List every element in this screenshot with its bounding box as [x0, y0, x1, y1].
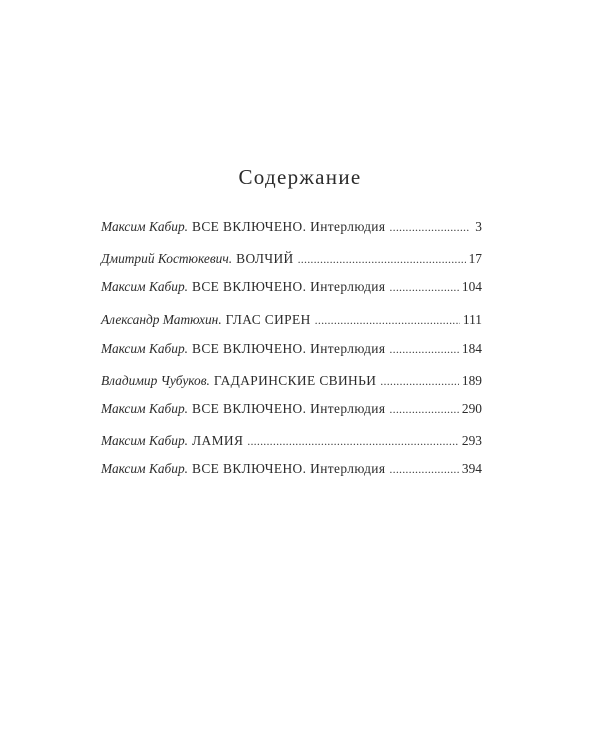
toc-author: Максим Кабир.	[101, 279, 189, 294]
toc-work-title: ВСЕ ВКЛЮЧЕНО. Интерлюдия	[192, 219, 386, 234]
toc-leader-dots	[315, 311, 460, 329]
toc-leader-dots	[298, 250, 466, 268]
toc-leader-dots	[389, 340, 458, 358]
toc-page-number: 189	[461, 373, 482, 388]
toc-page-number: 394	[461, 461, 482, 476]
toc-page-number: 184	[461, 341, 482, 356]
toc-page-number: 17	[468, 251, 482, 266]
toc-entry[interactable]	[101, 432, 482, 450]
toc-leader-dots	[389, 400, 458, 418]
toc-work-title: ГЛАС СИРЕН	[225, 312, 311, 327]
toc-entry[interactable]	[101, 340, 482, 358]
toc-work-title: ВСЕ ВКЛЮЧЕНО. Интерлюдия	[192, 401, 386, 416]
toc-entry[interactable]	[101, 250, 482, 268]
toc-page-number: 104	[461, 279, 482, 294]
toc-leader-dots	[389, 460, 458, 478]
toc-work-title: ВОЛЧИЙ	[236, 251, 294, 266]
toc-leader-dots	[247, 432, 459, 450]
toc-work-title: ВСЕ ВКЛЮЧЕНО. Интерлюдия	[192, 461, 386, 476]
toc-page-number: 3	[475, 219, 482, 234]
toc-work-title: ГАДАРИНСКИЕ СВИНЬИ	[213, 373, 377, 388]
toc-entry[interactable]	[101, 278, 482, 296]
toc-leader-dots	[389, 278, 458, 296]
toc-author: Максим Кабир.	[101, 461, 189, 476]
toc-entry[interactable]	[101, 400, 482, 418]
toc-work-title: ВСЕ ВКЛЮЧЕНО. Интерлюдия	[192, 341, 386, 356]
toc-leader-dots	[389, 218, 469, 236]
toc-entry[interactable]	[101, 372, 482, 390]
toc-leader-dots	[380, 372, 459, 390]
toc-entry[interactable]	[101, 218, 482, 236]
toc-entry[interactable]	[101, 460, 482, 478]
toc-work-title: ВСЕ ВКЛЮЧЕНО. Интерлюдия	[192, 279, 386, 294]
toc-author: Максим Кабир.	[101, 433, 189, 448]
toc-entry[interactable]	[101, 311, 482, 329]
toc-work-title: ЛАМИЯ	[192, 433, 244, 448]
toc-author: Максим Кабир.	[101, 341, 189, 356]
toc-author: Максим Кабир.	[101, 219, 189, 234]
toc-page-number: 111	[462, 312, 482, 327]
toc-page-number: 293	[461, 433, 482, 448]
toc-author: Александр Матюхин.	[101, 312, 222, 327]
toc-author: Владимир Чубуков.	[101, 373, 210, 388]
toc-author: Максим Кабир.	[101, 401, 189, 416]
toc-page-number: 290	[461, 401, 482, 416]
toc-author: Дмитрий Костюкевич.	[101, 251, 233, 266]
page-title: Содержание	[238, 165, 362, 189]
